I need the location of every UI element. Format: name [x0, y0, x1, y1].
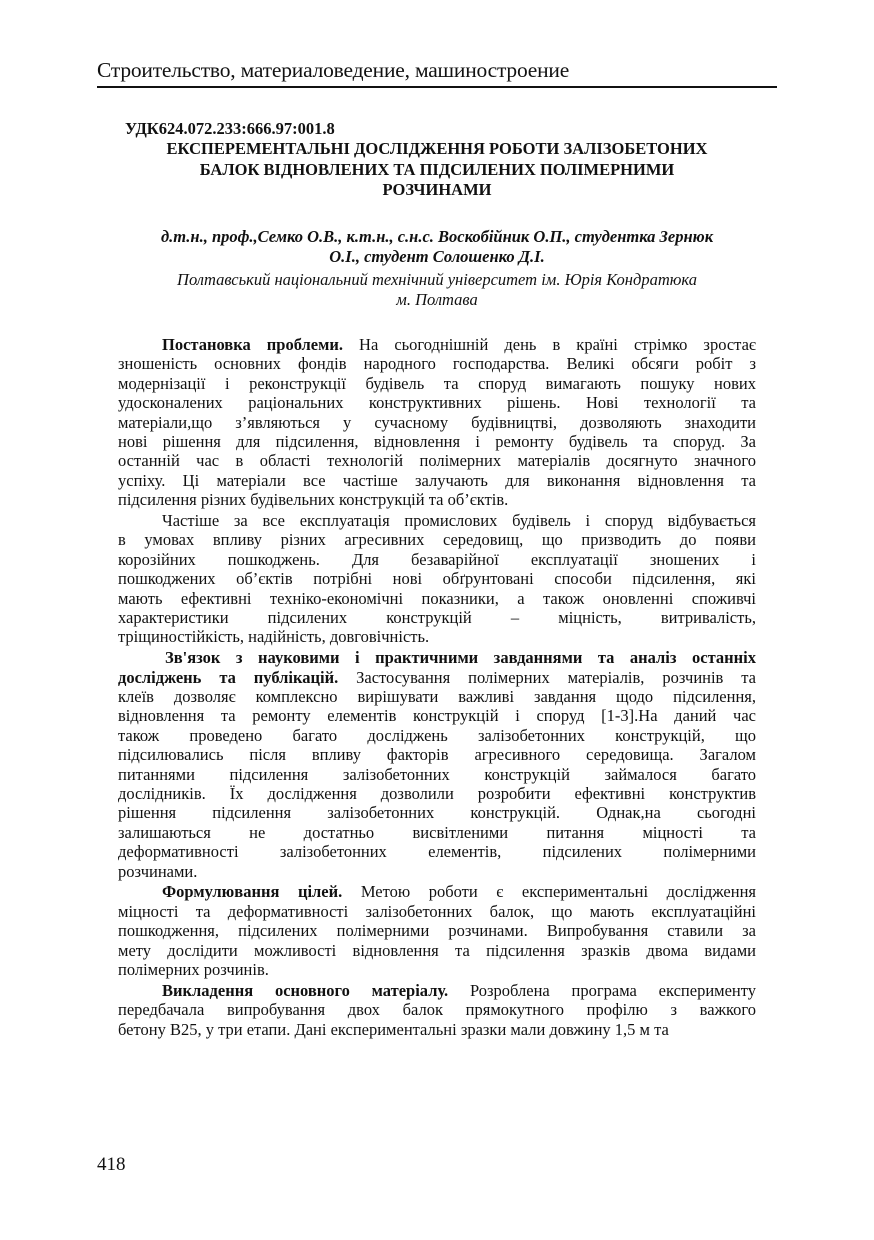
paragraph-line: модернізації і реконструкції будівель та споруд вимагають пошуку нових	[118, 373, 756, 393]
paragraph-line: Викладення основного матеріалу. Розроблена програма експерименту	[162, 980, 756, 1000]
paragraph-line: полімерних розчинів.	[118, 960, 269, 979]
paragraph	[118, 981, 756, 1039]
running-header: Строительство, материаловедение, машиностроение	[97, 58, 570, 82]
affiliation-line: Полтавський національний технічний університет ім. Юрія Кондратюка	[177, 270, 697, 289]
paragraph-heading: Зв'язок з науковими і практичними завданнями та аналіз останніх	[165, 648, 756, 668]
paragraph-line: підсилення різних будівельних конструкцій та об’єктів.	[118, 490, 509, 510]
paragraph-line	[118, 648, 756, 667]
paragraph-line: залишаються не достатньо висвітленими питання міцності та	[118, 822, 756, 842]
paragraph-line: дослідників. Їх дослідження дозволили розробити ефективні конструктив	[118, 783, 756, 803]
authors-line: д.т.н., проф.,Семко О.В., к.т.н., с.н.с. Воскобійник О.П., студентка Зернюк	[160, 227, 714, 246]
title-line: РОЗЧИНАМИ	[382, 180, 492, 199]
header-rule	[97, 86, 777, 88]
paragraph-line: деформативності залізобетонних елементів, підсилених полімерними	[118, 842, 756, 862]
authors-line: О.І., студент Солошенко Д.І.	[329, 247, 545, 266]
paragraph-line: Формулювання цілей. Метою роботи є експериментальні дослідження	[162, 882, 756, 902]
paragraph-line: пошкоджених об’єктів потрібні нові обґрунтовані способи підсилення, які	[118, 569, 756, 589]
paragraph-heading: досліджень та публікацій.	[118, 667, 339, 687]
paragraph-line: міцності та деформативності залізобетонних балок, що мають експлуатаційні	[118, 901, 756, 921]
paragraph-line: передбачала випробування двох балок прямокутного профілю з важкого	[118, 1000, 756, 1020]
paragraph-line: питаннями підсилення залізобетонних конструкцій займалося багато	[118, 764, 756, 784]
authors	[118, 227, 756, 267]
paragraph-line: тріщиностійкість, надійність, довговічність.	[118, 627, 430, 647]
paragraph-line: мету дослідити можливості відновлення та підсилення зразків двома видами	[118, 940, 756, 960]
paragraph-line: останній час в області технологій полімерних матеріалів досягнуто значного	[118, 451, 756, 471]
paragraph-line: бетону В25, у три етапи. Дані експериментальні зразки мали довжину 1,5 м та	[118, 1019, 669, 1039]
affiliation-line: м. Полтава	[396, 290, 478, 309]
paragraph-line: нові рішення для підсилення, відновлення і ремонту будівель та споруд. За	[118, 431, 756, 451]
paragraph-line: Частіше за все експлуатація промислових будівель і споруд відбувається	[162, 511, 756, 531]
paragraph-line: успіху. Ці матеріали все частіше залучають для виконання відновлення та	[118, 470, 756, 490]
udk-code: УДК624.072.233:666.97:001.8	[125, 119, 335, 138]
paragraph-line: в умовах впливу різних агресивних середовищ, що призводить до появи	[118, 530, 756, 550]
paragraph-line: розчинами.	[118, 861, 198, 881]
paragraph-line: Постановка проблеми. На сьогоднішній день в країні стрімко зростає	[162, 335, 756, 354]
paragraph-line: також проведено багато досліджень залізобетонних конструкцій, що	[118, 725, 756, 745]
title-line: БАЛОК ВІДНОВЛЕНИХ ТА ПІДСИЛЕНИХ ПОЛІМЕРНИМИ	[199, 159, 675, 179]
paragraph-line: рішення підсилення залізобетонних конструкцій. Однак,на сьогодні	[118, 803, 756, 823]
paragraph-line: відновлення та ремонту елементів конструкцій і споруд [1-3].На даний час	[118, 706, 756, 726]
paragraph-line: клеїв дозволяє комплексно вирішувати важливі завдання щодо підсилення,	[118, 687, 756, 707]
affiliation	[118, 270, 756, 310]
paragraph-line: мають ефективні техніко-економічні показники, а також оновленні споживчі	[118, 588, 756, 608]
paragraph	[118, 511, 756, 647]
paragraph	[118, 335, 756, 510]
article-body	[118, 335, 756, 1039]
paragraph	[118, 648, 756, 881]
paragraph-line: матеріали,що з’являються у сучасному будівництві, дозволяють знаходити	[118, 412, 756, 432]
paragraph-line: підсилювались після впливу факторів агресивного середовища. Загалом	[118, 745, 756, 765]
paragraph-heading: Викладення основного матеріалу.	[162, 980, 449, 1000]
article-title	[118, 139, 756, 201]
paragraph	[118, 882, 756, 979]
paragraph-line: характеристики підсилених конструкцій – міцність, витривалість,	[118, 607, 756, 627]
paragraph-line: удосконалених раціональних конструктивних рішень. Нові технології та	[118, 393, 756, 413]
paragraph-heading: Формулювання цілей.	[162, 882, 343, 902]
paragraph-line: досліджень та публікацій. Застосування полімерних матеріалів, розчинів та	[118, 667, 756, 687]
paragraph-line: зношеність основних фондів народного господарства. Великі обсяги робіт з	[118, 354, 756, 374]
paragraph-heading: Постановка проблеми.	[162, 335, 343, 354]
paragraph-line: пошкодження, підсилених полімерними розчинами. Випробування ставили за	[118, 921, 756, 941]
title-line: ЕКСПЕРЕМЕНТАЛЬНІ ДОСЛІДЖЕННЯ РОБОТИ ЗАЛІЗОБЕТОНИХ	[166, 139, 708, 158]
page-number: 418	[97, 1154, 126, 1175]
paragraph-line: корозійних пошкоджень. Для безаварійної експлуатації зношених і	[118, 549, 756, 569]
